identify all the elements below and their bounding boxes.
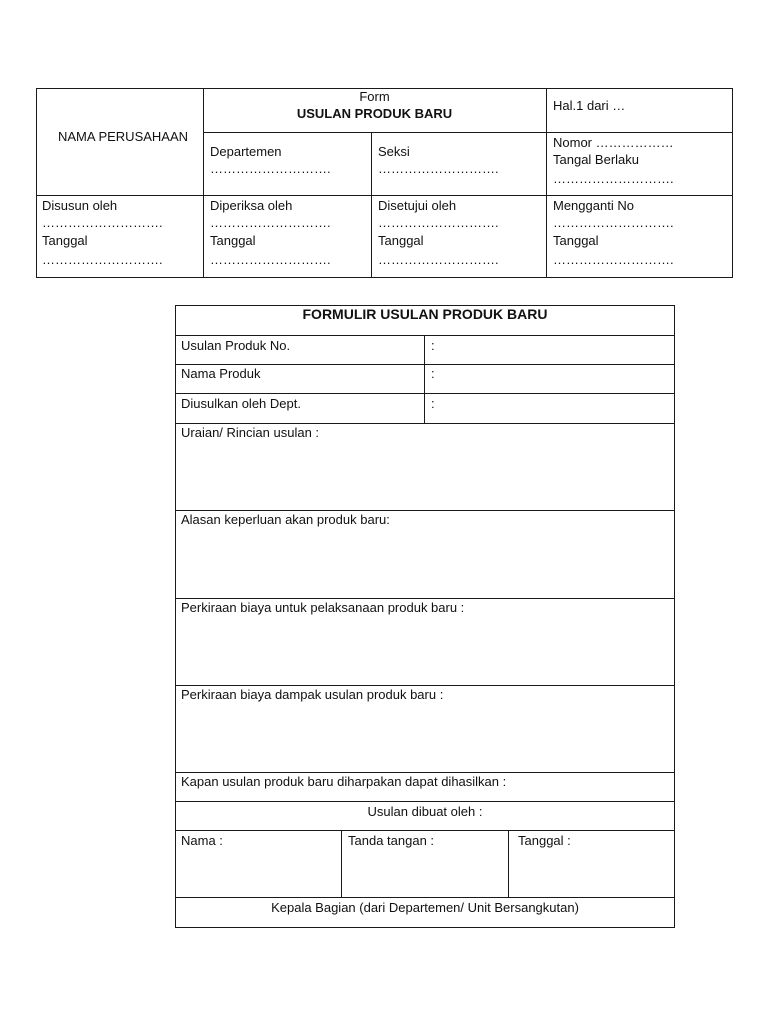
row-colon: : (431, 396, 435, 411)
form-divider (175, 830, 675, 831)
tanda-tangan-label: Tanda tangan : (348, 833, 435, 848)
tangal-berlaku-dots: ………………………. (553, 171, 674, 186)
alasan-label: Alasan keperluan akan produk baru: (181, 512, 390, 527)
sign-date-dots: ………………………. (210, 252, 331, 267)
row-label: Nama Produk (181, 366, 261, 381)
header-divider (203, 132, 733, 133)
sign-title: Mengganti No (553, 198, 634, 213)
nama-label: Nama : (181, 833, 223, 848)
sign-title-dots: ………………………. (378, 215, 499, 230)
biaya-pelaksanaan-label: Perkiraan biaya untuk pelaksanaan produk baru : (181, 600, 465, 615)
uraian-label: Uraian/ Rincian usulan : (181, 425, 320, 440)
form-main-title: FORMULIR USULAN PRODUK BARU (302, 306, 548, 322)
sign-date: Tanggal (553, 233, 599, 248)
sign-date: Tanggal (378, 233, 424, 248)
tangal-berlaku-label: Tangal Berlaku (553, 152, 639, 167)
sign-date-dots: ………………………. (42, 252, 163, 267)
departemen-label: Departemen (210, 144, 282, 159)
sign-title-dots: ………………………. (210, 215, 331, 230)
page-info: Hal.1 dari … (553, 98, 626, 113)
form-divider (175, 335, 675, 336)
sign-title-dots: ………………………. (553, 215, 674, 230)
form-divider (341, 830, 342, 897)
company-name: NAMA PERUSAHAAN (58, 129, 189, 144)
row-colon: : (431, 338, 435, 353)
row-label: Usulan Produk No. (181, 338, 291, 353)
sign-title-dots: ………………………. (42, 215, 163, 230)
row-colon: : (431, 366, 435, 381)
sign-title: Diperiksa oleh (210, 198, 293, 213)
sign-date: Tanggal (42, 233, 88, 248)
kapan-label: Kapan usulan produk baru diharpakan dapat dihasilkan : (181, 774, 507, 789)
sign-date-dots: ………………………. (378, 252, 499, 267)
header-divider (36, 195, 733, 196)
seksi-label: Seksi (378, 144, 410, 159)
header-divider (546, 88, 547, 278)
sign-title: Disetujui oleh (378, 198, 457, 213)
dibuat-oleh-label: Usulan dibuat oleh : (367, 804, 483, 819)
form-divider (175, 897, 675, 898)
kepala-bagian-label: Kepala Bagian (dari Departemen/ Unit Bersangkutan) (271, 900, 579, 915)
tanggal-label: Tanggal : (518, 833, 571, 848)
biaya-dampak-label: Perkiraan biaya dampak usulan produk baru : (181, 687, 444, 702)
departemen-dots: ………………………. (210, 161, 331, 176)
form-title: USULAN PRODUK BARU (296, 106, 453, 121)
form-divider (175, 393, 675, 394)
form-divider (424, 335, 425, 423)
row-label: Diusulkan oleh Dept. (181, 396, 301, 411)
seksi-dots: ………………………. (378, 161, 499, 176)
sign-title: Disusun oleh (42, 198, 118, 213)
form-divider (175, 801, 675, 802)
sign-date: Tanggal (210, 233, 256, 248)
nomor-field: Nomor ……………… (553, 135, 674, 150)
form-label: Form (359, 89, 390, 104)
form-divider (508, 830, 509, 897)
sign-date-dots: ………………………. (553, 252, 674, 267)
header-divider (371, 132, 372, 278)
